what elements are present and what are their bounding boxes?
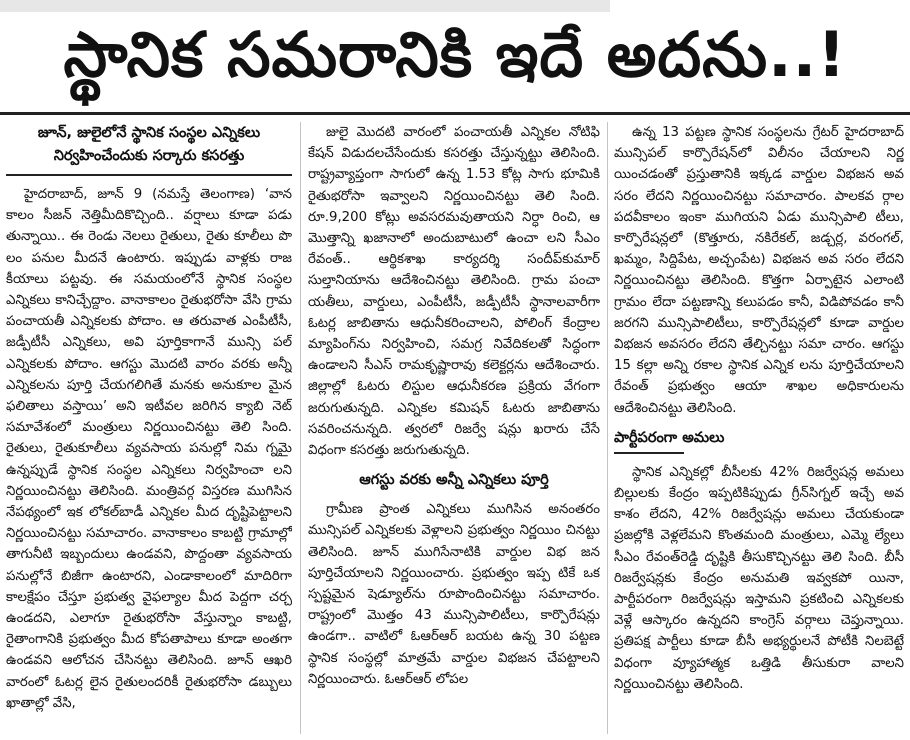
subhead-august-elections — [308, 469, 600, 491]
column-1-text: హైదరాబాద్, జూన్ 9 (నమస్తే తెలంగాణ) ‘వాన కాలం సీజన్ నెత్తిమీదికొచ్చింది.. వర్షాలు కూడా పడు తున్నాయి.. ఈ రెండు నెలలు రైతులు, రైతు కూలీలు పొ లం పనుల మీదనే ఉంటారు. ఇప్పుడు వాళ్లకు రాజ కీయాలు పట్టవు. ఈ సమయంలోనే స్థానిక సంస్థల ఎన్నికలు కానిచ్చేద్దాం. వానాకాలం రైతుభరోసా వేసి గ్రామ పంచాయతీ ఎన్నికలకు పోదాం. ఆ తరువాత ఎంపీటీసీ, జడ్పీటీసీ ఎన్నికలు, అవి పూర్తికాగానే మున్సి పల్ ఎన్నికలకు పోదాం. ఆగస్టు మొదటి వారం వరకు అన్నీ ఎన్నికలను పూర్తి చేయగలిగితే మనకు అనుకూల మైన ఫలితాలు వస్తాయి’ అని ఇటీవల జరిగిన క్యాబి నెట్ సమావేశంలో మంత్రులు నిర్ణయించినట్టు తెలి సింది. రైతులు, రైతుకూలీలు వ్యవసాయ పనుల్లో నిమ గ్నమై ఉన్నప్పుడే స్థానిక సంస్థల ఎన్నికలు నిర్వహించా లని నిర్ణయించినట్టు తెలిసింది. మంత్రివర్గ విస్తరణ ముగిసిన నేపథ్యంలో ఇక లోకల్‌బాడీ ఎన్నికల మీద దృష్టిపెట్టాలని నిర్ణయించినట్టు సమాచారం. వానాకాలం కాబట్టి గ్రామాల్లో తాగునీటి ఇబ్బందులు ఉండవని, పొద్దంతా వ్యవసాయ పనుల్లోనే బిజీగా ఉంటారని, ఎండాకాలంలో మాదిరిగా కాలక్షేపం చేస్తూ ప్రభుత్వ వైఫల్యాల మీద పెద్దగా చర్చ ఉండదని, ఎలాగూ రైతుభరోసా వేస్తున్నాం కాబట్టి, రైతాంగానికి ప్రభుత్వం మీద కోపతాపాలు కూడా అంతగా ఉండవని ఆలోచన చేసినట్టు తెలిసింది. జూన్ ఆఖరి వారంలో ఓటర్ల లైన రైతులందరికీ రైతుభరోసా డబ్బులు ఖాతాల్లో వేసి, — [6, 187, 292, 711]
headline-rule — [0, 112, 910, 115]
kicker-subheadline: జూన్, జులైలోనే స్థానిక సంస్థల ఎన్నికలు నిర్వహించేందుకు సర్కారు కసరత్తు — [6, 122, 292, 176]
column-divider — [300, 122, 301, 734]
column-3-text-part-1: ఉన్న 13 పట్టణ స్థానిక సంస్థలను గ్రేటర్ హైదరాబాద్ మున్సిపల్ కార్పొరేషన్‌లో విలీనం చేయాలని నిర్ణ యించడంతో ప్రస్తుతానికి ఇక్కడ వార్డుల విభజన అవ సరం లేదని నిర్ణయించినట్టు సమాచారం. పాలకవ ర్గాల పదవీకాలం ఇంకా ముగియని ఏడు మున్సిపాలి టీలు, కార్పొరేషన్లలో (కొత్తూరు, నకిరేకల్, జడ్చర్ల, వరంగల్, ఖమ్మం, సిద్దిపేట, అచ్చంపేట) విభజన అవ సరం లేదని నిర్ణయించినట్టు తెలిసింది. కొత్తగా ఏర్పాటైన ఎలాంటి గ్రామం లేదా పట్టణాన్ని కలుపడం కానీ, విడిపోవడం కానీ జరగని మున్సిపాలిటీలు, కార్పొరేషన్లలో కూడా వార్డుల విభజన అవసరం లేదని తేల్చినట్టు సమా చారం. ఆగస్టు 15 కల్లా అన్ని రకాల స్థానిక ఎన్నిక లను పూర్తిచేయాలని రేవంత్ ప్రభుత్వం ఆయా శాఖల అధికారులను ఆదేశించినట్టు తెలిసింది. — [614, 125, 904, 416]
article-column-1 — [6, 122, 292, 737]
column-divider — [607, 122, 608, 734]
subhead-party-level-text: పార్టీపరంగా అమలు — [614, 429, 725, 446]
page-headline: స్థానిక సమరానికి ఇదే అదను..! — [63, 18, 847, 91]
subhead-august-elections-text: ఆగస్టు వరకు అన్నీ ఎన్నికలు పూర్తి — [359, 472, 549, 489]
subhead-underline — [614, 452, 684, 454]
column-2-text-part-1: జులై మొదటి వారంలో పంచాయతీ ఎన్నికల నోటిఫి కేషన్ విడుదలచేసేందుకు కసరత్తు చేస్తున్నట్టు తెలిసింది. రాష్ట్రవ్యాప్తంగా సాగులో ఉన్న 1.53 కోట్ల సాగు భూమికి రైతుభరోసా ఇవ్వాలని నిర్ణయించినట్టు తెలి సింది. రూ.9,200 కోట్లు అవసరమవుతాయని నిర్ధా రించి, ఆ మొత్తాన్ని ఖజానాలో అందుబాటులో ఉంచా లని సీఎం రేవంత్.. ఆర్థికశాఖ కార్యదర్శి సందీప్‌కుమార్ సుల్తానియాను ఆదేశించినట్టు తెలిసింది. గ్రామ పంచా యతీలు, వార్డులు, ఎంపీటీసీ, జడ్పీటీసీ స్థానాలవారీగా ఓటర్ల జాబితాను ఆధునీకరించాలని, పోలింగ్ కేంద్రాల మ్యాపింగ్‌ను నిర్వహించి, సమగ్ర నివేదికలతో సిద్ధంగా ఉండాలని సీఎస్ రామకృష్ణారావు కలెక్టర్లను ఆదేశించారు. జిల్లాల్లో ఓటరు లిస్టుల ఆధునీకరణ ప్రక్రియ వేగంగా జరుగుతున్నది. ఎన్నికల కమిషన్ ఓటరు జాబితాను సవరించనున్నది. త్వరలో రిజర్వే షన్లు ఖరారు చేసే విధంగా కసరత్తు జరుగుతున్నది. — [308, 125, 600, 459]
column-2-text-part-2: గ్రామీణ ప్రాంత ఎన్నికలు ముగిసిన అనంతరం మున్సిపల్ ఎన్నికలకు వెళ్లాలని ప్రభుత్వం నిర్ణయిం చినట్టు తెలిసింది. జూన్ ముగిసేనాటికి వార్డుల విభ జన పూర్తిచేయాలని నిర్ణయించారు. ప్రభుత్వం ఇప్ప టికే ఒక స్పష్టమైన షెడ్యూల్‌ను రూపొందించినట్టు సమాచారం. రాష్ట్రంలో మొత్తం 43 మున్సిపాలిటీలు, కార్పొరేషన్లు ఉండగా.. వాటిలో ఓఆర్‌ఆర్ బయట ఉన్న 30 పట్టణ స్థానిక సంస్థల్లో మాత్రమే వార్డుల విభజన చేపట్టాలని నిర్ణయించారు. ఓఆర్‌ఆర్ లోపల — [308, 502, 600, 687]
subhead-party-level — [614, 427, 904, 454]
column-3-text-part-2: స్థానిక ఎన్నికల్లో బీసీలకు 42% రిజర్వేషన్ల అమలు బిల్లులకు కేంద్రం ఇప్పటికిప్పుడు గ్రీన్‌సిగ్నల్ ఇచ్చే అవ కాశం లేదని, 42% రిజర్వేషన్లు అమలు చేయకుండా ప్రజల్లోకి వెళ్లలేమని కొంతమంది మంత్రులు, ఎమ్మె ల్యేలు సీఎం రేవంత్‌రెడ్డి దృష్టికి తీసుకొచ్చినట్టు తెలి సింది. బీసీ రిజర్వేషన్లకు కేంద్రం అనుమతి ఇవ్వకపో యినా, పార్టీపరంగా రిజర్వేషన్లు ఇస్తామని ప్రకటించి ఎన్నికలకు వెళ్లే ఆస్కారం ఉన్నదని కాంగ్రెస్ వర్గాలు చెప్తున్నాయి. ప్రతిపక్ష పార్టీలు కూడా బీసీ అభ్యర్థులనే పోటీకి నిలబెట్టే విధంగా వ్యూహాత్మక ఒత్తిడి తీసుకురా వాలని నిర్ణయించినట్టు తెలిసింది. — [614, 464, 904, 692]
article-column-3 — [614, 122, 904, 737]
top-gray-strip — [0, 0, 610, 12]
article-column-2 — [308, 122, 600, 737]
